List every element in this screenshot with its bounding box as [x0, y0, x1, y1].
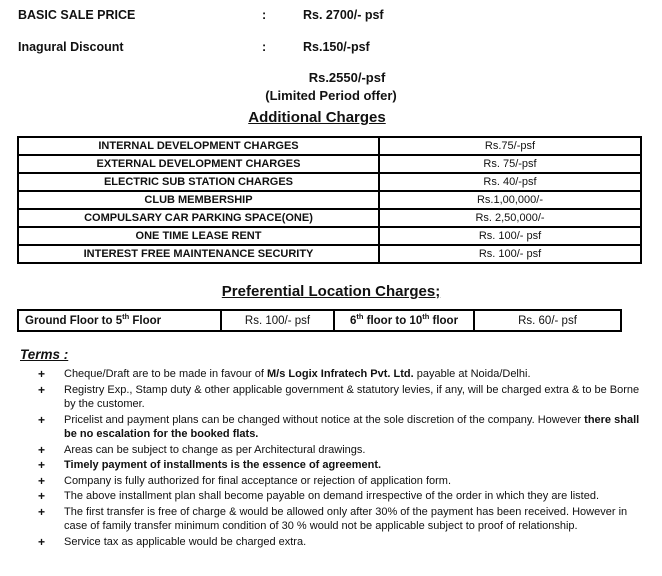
term-text-bold: Timely payment of installments is the essence of agreement.: [64, 459, 382, 471]
preferential-location-charges-title: Preferential Location Charges;: [221, 283, 441, 300]
separator-colon: :: [262, 8, 267, 22]
list-item: [20, 383, 642, 412]
basic-sale-price-value: Rs. 2700/- psf: [303, 8, 384, 22]
charge-amount: Rs.75/-psf: [379, 137, 641, 155]
list-item: [20, 489, 642, 504]
separator-colon: :: [262, 40, 267, 54]
inaugural-discount-row: [0, 39, 662, 56]
cross-bullet-icon: +: [38, 367, 46, 381]
table-row: [18, 191, 641, 209]
table-row: [18, 209, 641, 227]
charge-amount: Rs. 2,50,000/-: [379, 209, 641, 227]
term-text: The above installment plan shall become payable on demand irrespective of the order in which they are listed.: [64, 490, 600, 502]
cross-bullet-icon: +: [38, 489, 46, 503]
plc-range-1-text: Floor: [129, 314, 162, 327]
list-item: [20, 535, 642, 550]
table-row: [18, 173, 641, 191]
cross-bullet-icon: +: [38, 504, 46, 519]
cross-bullet-icon: +: [38, 412, 46, 427]
plc-range-2-text: floor: [429, 314, 459, 327]
net-price-value: Rs.2550/-psf: [308, 70, 386, 85]
term-text: Company is fully authorized for final acceptance or rejection of application form.: [64, 474, 452, 487]
table-row: [18, 227, 641, 245]
terms-title: Terms :: [20, 347, 69, 362]
list-item: [20, 505, 642, 534]
term-text-bold: M/s Logix Infratech Pvt. Ltd.: [267, 368, 414, 380]
ordinal-superscript: th: [422, 311, 430, 321]
limited-period-note: (Limited Period offer): [265, 88, 397, 103]
cross-bullet-icon: +: [38, 534, 46, 549]
plc-range-1-text: Ground Floor to 5: [25, 314, 123, 327]
charge-amount: Rs. 100/- psf: [379, 227, 641, 245]
term-text: Service tax as applicable would be charged extra.: [64, 535, 307, 548]
charge-item-label: EXTERNAL DEVELOPMENT CHARGES: [18, 155, 379, 173]
table-row: [18, 155, 641, 173]
term-text: Areas can be subject to change as per Architectural drawings.: [64, 443, 366, 456]
term-text: payable at Noida/Delhi.: [413, 368, 531, 380]
charge-amount: Rs. 40/-psf: [379, 173, 641, 191]
charge-item-label: INTERNAL DEVELOPMENT CHARGES: [18, 137, 379, 155]
list-item: [20, 413, 642, 442]
list-item: [20, 474, 642, 489]
preferential-location-charges-table: [17, 309, 622, 332]
term-text: The first transfer is free of charge & would be allowed only after 30% of the payment has been received. However in case of family transfer minimum condition of 30 % would not be applicable subject to proof of relationship.: [64, 505, 628, 532]
charge-item-label: CLUB MEMBERSHIP: [18, 191, 379, 209]
plc-rate-2: Rs. 60/- psf: [474, 310, 621, 331]
list-item: [20, 367, 642, 382]
basic-sale-price-label: BASIC SALE PRICE: [18, 8, 136, 22]
plc-range-2-text: floor to 10: [363, 314, 423, 327]
table-row: [18, 245, 641, 263]
charge-amount: Rs. 75/-psf: [379, 155, 641, 173]
plc-rate-1: Rs. 100/- psf: [221, 310, 334, 331]
plc-floor-range-1: [18, 310, 221, 331]
inaugural-discount-value: Rs.150/-psf: [303, 40, 370, 54]
terms-list: [20, 367, 642, 549]
charge-amount: Rs. 100/- psf: [379, 245, 641, 263]
table-row: [18, 137, 641, 155]
plc-range-2-text: 6: [349, 314, 357, 327]
list-item: [20, 458, 642, 473]
cross-bullet-icon: +: [38, 473, 46, 488]
cross-bullet-icon: +: [38, 442, 46, 457]
cross-bullet-icon: +: [38, 382, 46, 397]
table-row: [18, 310, 621, 331]
list-item: [20, 443, 642, 458]
price-summary-section: [0, 0, 662, 105]
charge-item-label: ELECTRIC SUB STATION CHARGES: [18, 173, 379, 191]
charge-item-label: ONE TIME LEASE RENT: [18, 227, 379, 245]
charge-item-label: INTEREST FREE MAINTENANCE SECURITY: [18, 245, 379, 263]
charge-item-label: COMPULSARY CAR PARKING SPACE(ONE): [18, 209, 379, 227]
term-text: Cheque/Draft are to be made in favour of: [64, 368, 268, 380]
inaugural-discount-label: Inagural Discount: [18, 40, 124, 54]
additional-charges-table: [17, 136, 642, 264]
term-text: Pricelist and payment plans can be changed without notice at the sole discretion of the company. However: [64, 413, 585, 426]
additional-charges-title: Additional Charges: [248, 109, 386, 126]
term-text: Registry Exp., Stamp duty & other applicable government & statutory levies, if any, will be charged extra & to be Borne by the customer.: [64, 383, 640, 410]
plc-floor-range-2: [334, 310, 474, 331]
basic-sale-price-row: [0, 7, 662, 24]
ordinal-superscript: th: [356, 311, 364, 321]
charge-amount: Rs.1,00,000/-: [379, 191, 641, 209]
term-text-bold: there shall be no escalation for the booked flats.: [64, 413, 640, 440]
ordinal-superscript: th: [122, 311, 130, 321]
cross-bullet-icon: +: [38, 458, 46, 472]
